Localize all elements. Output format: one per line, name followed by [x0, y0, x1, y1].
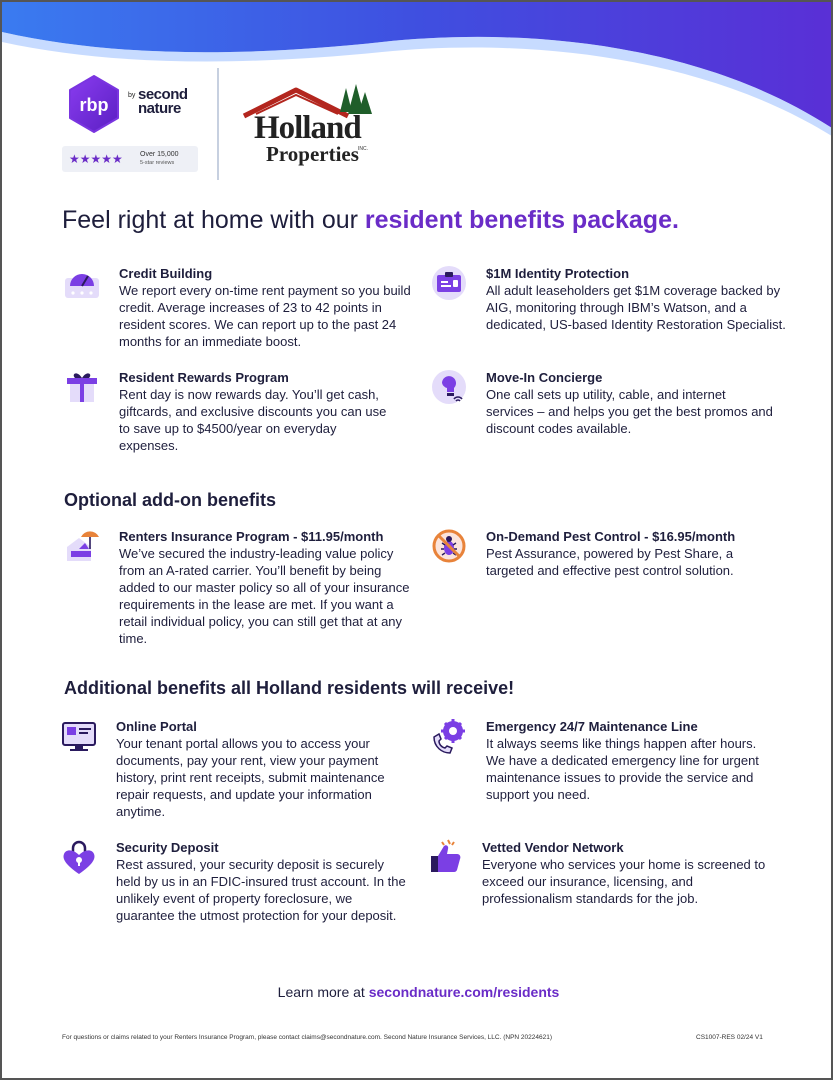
benefit-identity-protection	[486, 266, 786, 333]
benefit-credit-building	[119, 266, 411, 350]
benefit-title: Credit Building	[119, 266, 213, 281]
benefit-title: Move-In Concierge	[486, 370, 603, 385]
page-headline	[62, 206, 679, 235]
benefit-desc: Everyone who services your home is screened to exceed our insurance, licensing, and professionalism standards for the job.	[482, 857, 766, 906]
phone-gear-icon	[430, 717, 468, 755]
benefit-desc: It always seems like things happen after hours. We have a dedicated emergency line for urgent maintenance issues to provide the service and support you need.	[486, 736, 759, 802]
rbp-logo-icon	[64, 74, 124, 134]
learn-more-link[interactable]: secondnature.com/residents	[368, 984, 560, 1000]
benefit-emergency-line	[486, 719, 778, 803]
benefit-title: Online Portal	[116, 719, 197, 734]
id-card-icon	[430, 264, 468, 302]
benefit-title: $1M Identity Protection	[486, 266, 630, 281]
benefit-desc: Pest Assurance, powered by Pest Share, a targeted and effective pest control solution.	[486, 546, 734, 578]
no-bug-icon	[430, 527, 468, 565]
learn-more-line	[2, 984, 833, 1000]
review-badge	[62, 146, 198, 172]
benefit-desc: One call sets up utility, cable, and internet services – and helps you get the best promos and discount codes available.	[486, 387, 773, 436]
benefit-resident-rewards	[119, 370, 399, 454]
heart-lock-icon	[60, 838, 98, 876]
benefit-move-in-concierge	[486, 370, 776, 437]
umbrella-house-icon	[63, 527, 101, 565]
optional-section-title: Optional add-on benefits	[64, 490, 276, 510]
rbp-badge-text: rbp	[79, 95, 109, 115]
benefit-pest-control	[486, 529, 776, 579]
benefit-desc: Rent day is now rewards day. You’ll get cash, giftcards, and exclusive discounts you can use to save up to $4500/year on everyday expenses.	[119, 387, 387, 453]
additional-section-title: Additional benefits all Holland residents will receive!	[64, 678, 515, 698]
logo-block	[62, 68, 402, 183]
lightbulb-wifi-icon	[430, 368, 468, 406]
holland-wordmark: Holland	[254, 110, 361, 146]
benefit-security-deposit	[116, 840, 406, 924]
benefit-desc: We’ve secured the industry-leading value policy from an A-rated carrier. You’ll benefit by being added to our master policy so all of your insurance requirements in the lease are met. If you want a retail individual policy, you can still get that at any time.	[119, 546, 410, 646]
holland-properties-wordmark: Properties	[266, 142, 359, 166]
benefit-title: Security Deposit	[116, 840, 219, 855]
review-sub: 5-star reviews	[140, 160, 175, 166]
credit-gauge-icon	[63, 264, 101, 302]
thumbs-up-icon	[426, 838, 464, 876]
benefit-title: Resident Rewards Program	[119, 370, 289, 385]
benefit-title: Vetted Vendor Network	[482, 840, 624, 855]
benefit-title: Emergency 24/7 Maintenance Line	[486, 719, 698, 734]
headline-prefix: Feel right at home with our	[62, 206, 365, 234]
second-nature-wordmark: second nature	[138, 86, 188, 117]
footer-disclaimer: For questions or claims related to your Renters Insurance Program, please contact claims@secondnature.com. Second Nature Insurance Services, LLC. (NPN 20224621)	[62, 1034, 553, 1041]
gift-icon	[63, 368, 101, 406]
benefit-desc: We report every on-time rent payment so you build credit. Average increases of 23 to 42 points in resident scores. We can report up to the past 24 months for an immediate boost.	[119, 283, 411, 349]
benefit-desc: All adult leaseholders get $1M coverage backed by AIG, monitoring through IBM’s Watson, and a dedicated, US-based Identity Restoration Specialist.	[486, 283, 786, 332]
holland-inc: INC.	[358, 146, 368, 152]
rbp-by-label: by	[128, 92, 136, 99]
benefit-title: Renters Insurance Program - $11.95/month	[119, 529, 384, 544]
benefit-desc: Your tenant portal allows you to access your documents, pay your rent, view your payment history, print rent receipts, submit maintenance repair requests, and update your information anytime.	[116, 736, 385, 819]
headline-highlight: resident benefits package.	[364, 206, 679, 234]
portal-screen-icon	[60, 717, 98, 755]
benefit-online-portal	[116, 719, 412, 820]
benefit-vetted-vendor	[482, 840, 778, 907]
benefit-title: On-Demand Pest Control - $16.95/month	[486, 529, 736, 544]
benefit-renters-insurance	[119, 529, 411, 647]
logo-divider	[217, 68, 219, 180]
learn-more-prefix: Learn more at	[277, 984, 369, 1000]
benefit-desc: Rest assured, your security deposit is securely held by us in an FDIC-insured trust account. In the unlikely event of property foreclosure, we guarantee the utmost protection for your deposit.	[116, 857, 406, 923]
footer-code: CS1007-RES 02/24 V1	[696, 1034, 763, 1041]
star-rating-icon: ★★★★★	[69, 152, 123, 166]
review-count: Over 15,000	[140, 151, 179, 158]
